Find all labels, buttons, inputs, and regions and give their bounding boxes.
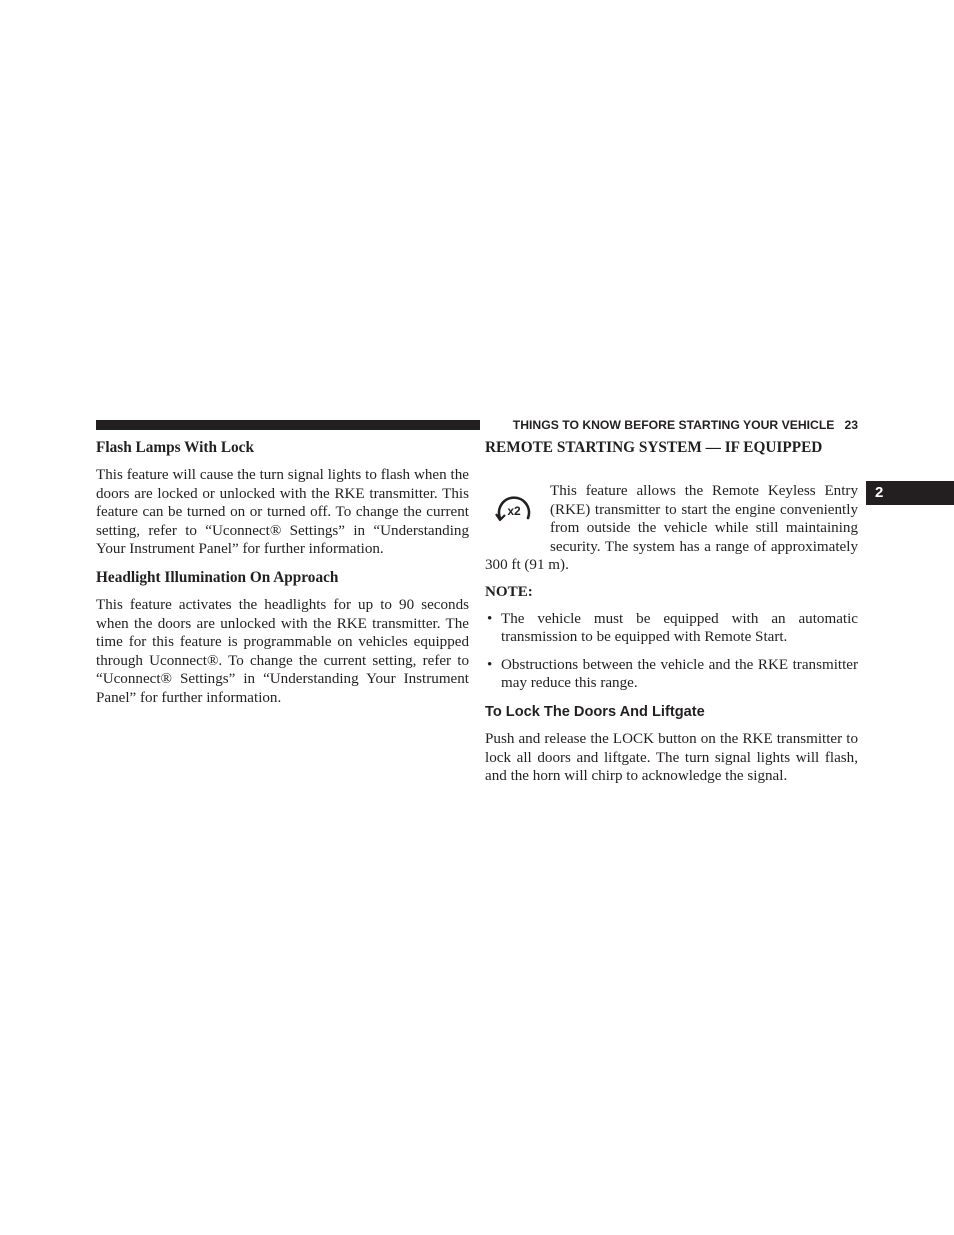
remote-start-icon	[485, 482, 543, 538]
headlight-illumination-heading: Headlight Illumination On Approach	[96, 568, 339, 586]
flash-lamps-heading: Flash Lamps With Lock	[96, 439, 254, 456]
lock-doors-body: Push and release the LOCK button on the RKE transmitter to lock all doors and liftgate. The turn signal lights will flash, and the horn will chirp to acknowledge the signal.	[485, 730, 858, 785]
page-number: 23	[844, 418, 858, 432]
section-title: THINGS TO KNOW BEFORE STARTING YOUR VEHICLE	[512, 418, 835, 432]
note-item-automatic-transmission: • The vehicle must be equipped with an automatic transmission to be equipped with Remote Start.	[485, 610, 858, 647]
note-list	[485, 610, 858, 693]
right-column	[485, 438, 858, 786]
flash-lamps-body: This feature will cause the turn signal lights to flash when the doors are locked or unlocked with the RKE transmitter. This feature can be turned on or turned off. To change the current setting, refer to “Uconnect® Settings” in “Understanding Your Instrument Panel” for further information.	[96, 467, 469, 558]
remote-start-intro	[485, 482, 858, 575]
note-item-obstructions: • Obstructions between the vehicle and the RKE transmitter may reduce this range.	[485, 656, 858, 693]
running-header	[480, 416, 858, 434]
remote-start-heading: REMOTE STARTING SYSTEM — IF EQUIPPED	[485, 439, 823, 456]
left-column	[96, 438, 469, 708]
remote-start-icon-label: x2	[507, 504, 521, 518]
remote-start-body: This feature allows the Remote Keyless Entry (RKE) transmitter to start the engine conveniently from outside the vehicle while still maintaining security. The system has a range of approximately 300 ft (91 m).	[485, 483, 858, 574]
note-label: NOTE:	[485, 583, 533, 600]
header-rule	[96, 420, 490, 430]
headlight-illumination-body: This feature activates the headlights for up to 90 seconds when the doors are unlocked with the RKE transmitter. The time for this feature is programmable on vehicles equipped through Uconnect®. To change the current setting, refer to “Uconnect® Settings” in “Understanding Your Instrument Panel” for further information.	[96, 596, 469, 706]
lock-doors-heading: To Lock The Doors And Liftgate	[485, 703, 705, 720]
chapter-tab: 2	[866, 481, 954, 505]
